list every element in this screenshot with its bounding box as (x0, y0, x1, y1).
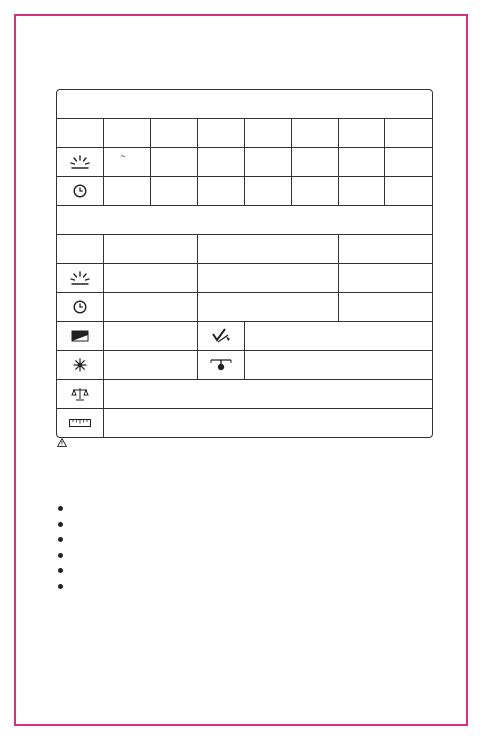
light-burst-icon (70, 271, 90, 285)
timer-value-cell (339, 293, 432, 322)
timer-value-cell (104, 293, 198, 322)
header-cell (57, 119, 104, 148)
header-cell (385, 119, 432, 148)
weight-scale-icon (71, 387, 89, 401)
header-cell (198, 235, 339, 264)
bullet-dot (58, 553, 63, 558)
timer-row-icon-cell (57, 293, 104, 322)
snow-value-cell (104, 351, 198, 380)
snowflake-icon (73, 358, 87, 372)
bullet-dot (58, 568, 63, 573)
light-value-cell (198, 264, 339, 293)
timer-value-cell (151, 177, 198, 206)
clock-icon (73, 300, 87, 314)
light-value-cell (292, 148, 339, 177)
flat-surface-icon (71, 330, 89, 342)
mount-row-icon-cell (198, 351, 245, 380)
bullet-dot (58, 506, 63, 511)
timer-value-cell (245, 177, 292, 206)
light-value-cell (339, 148, 385, 177)
header-cell (245, 119, 292, 148)
light-value-cell: ~ (104, 148, 151, 177)
table-title-cell (57, 90, 432, 119)
light-value-cell (198, 148, 245, 177)
timer-value-cell (198, 177, 245, 206)
section-title-cell (57, 206, 432, 235)
light-row-icon-cell (57, 264, 104, 293)
light-value-cell (245, 148, 292, 177)
ruler-icon (69, 419, 91, 427)
header-cell (339, 119, 385, 148)
bullet-dot (58, 584, 63, 589)
timer-value-cell (292, 177, 339, 206)
warning-icon (57, 438, 67, 447)
flat-value-cell (104, 322, 198, 351)
light-value-cell (385, 148, 432, 177)
clock-icon (73, 184, 87, 198)
header-cell (151, 119, 198, 148)
brush-row-icon-cell (198, 322, 245, 351)
light-row-icon-cell (57, 148, 104, 177)
bullet-dot (58, 522, 63, 527)
header-cell (104, 119, 151, 148)
mount-icon (210, 358, 232, 372)
snow-row-icon-cell (57, 351, 104, 380)
light-value-cell (104, 264, 198, 293)
header-cell (104, 235, 198, 264)
header-cell (292, 119, 339, 148)
timer-value-cell (339, 177, 385, 206)
header-cell (339, 235, 432, 264)
brush-value-cell (245, 322, 432, 351)
scale-row-icon-cell (57, 380, 104, 409)
light-value-cell (151, 148, 198, 177)
warning-note (57, 434, 67, 452)
mount-value-cell (245, 351, 432, 380)
timer-value-cell (385, 177, 432, 206)
ruler-row-icon-cell (57, 409, 104, 437)
timer-value-cell (198, 293, 339, 322)
timer-row-icon-cell (57, 177, 104, 206)
light-burst-icon (70, 155, 90, 169)
spec-table (56, 89, 433, 438)
dimension-value-cell (104, 409, 432, 437)
brush-check-icon (211, 328, 231, 344)
flat-row-icon-cell (57, 322, 104, 351)
header-cell (198, 119, 245, 148)
bullet-dot (58, 537, 63, 542)
header-cell (57, 235, 104, 264)
timer-value-cell (104, 177, 151, 206)
weight-value-cell (104, 380, 432, 409)
light-value-cell (339, 264, 432, 293)
